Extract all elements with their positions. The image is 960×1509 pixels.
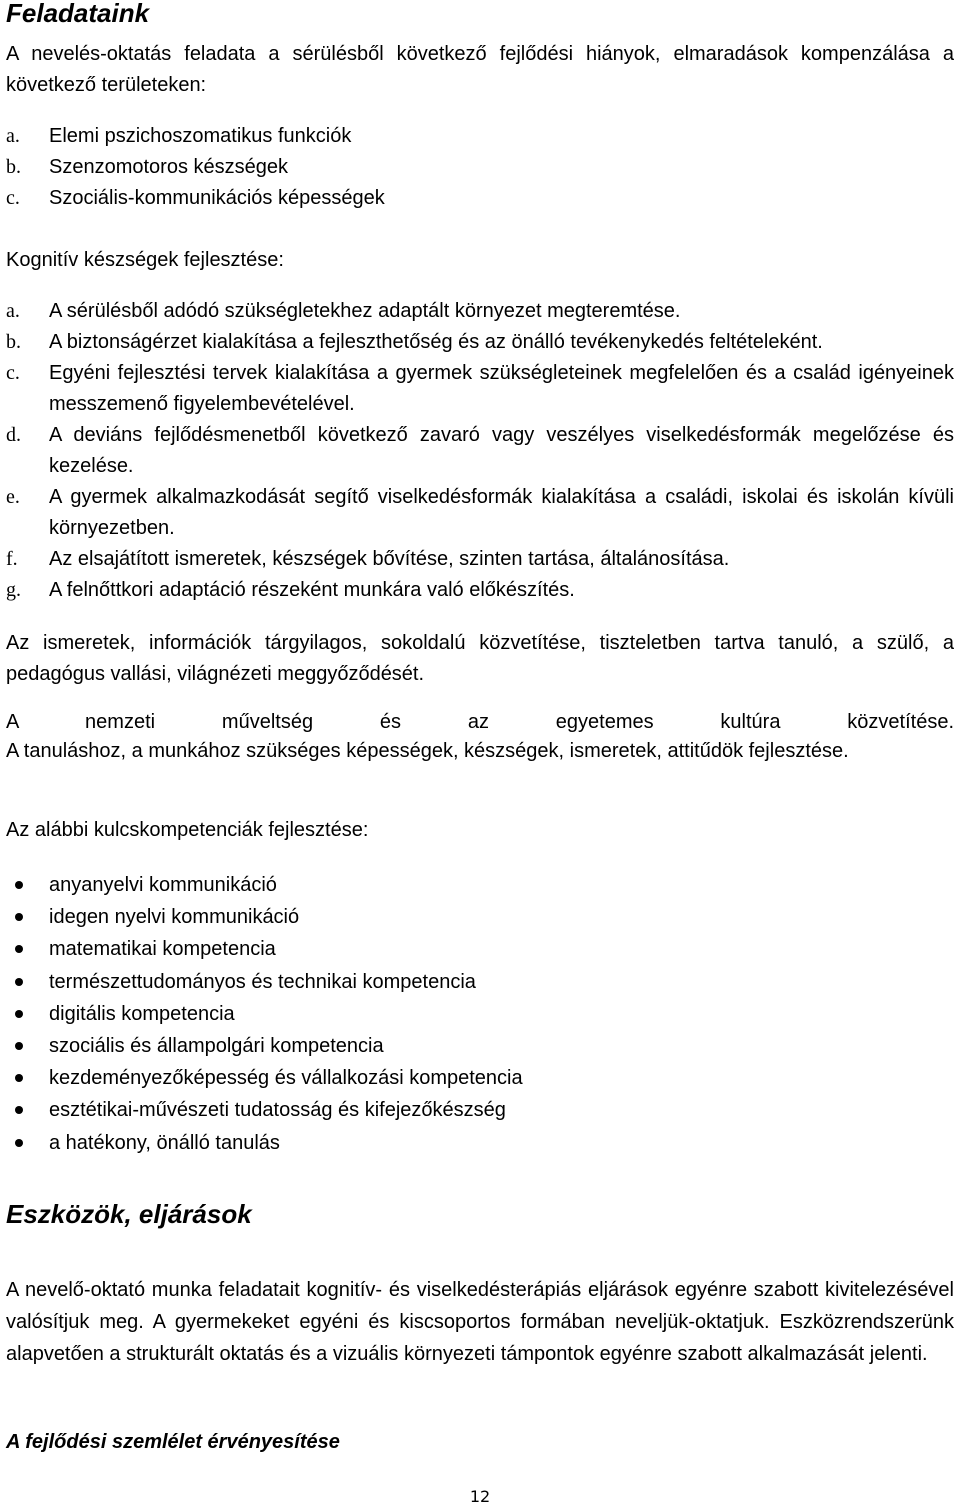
list-item [6,327,954,358]
list-marker: a. [6,300,20,322]
bullet-icon [15,1074,23,1082]
list-item [6,1094,954,1126]
bullet-icon [15,945,23,953]
areas-list [6,121,954,214]
section-heading-feladataink: Feladataink [6,0,150,28]
bullet-icon [15,1042,23,1050]
list-item [6,482,954,544]
methods-paragraph: A nevelő-oktató munka feladatait kognitív- és viselkedésterápiás eljárások egyénre szabott kivitelezésével valósítjuk meg. A gyermekeket egyéni és kiscsoportos formában neveljük-oktatjuk. Eszközrendszerünk alapvetően a strukturált oktatás és a vizuális környezeti támpontok egyénre szabott alkalmazását jelenti. [6,1279,954,1365]
list-item [6,121,954,152]
list-marker: b. [6,331,21,353]
list-item-text: kezdeményezőképesség és vállalkozási kompetencia [49,1067,523,1090]
list-marker: b. [6,156,21,178]
list-item-text: A gyermek alkalmazkodását segítő viselkedésformák kialakítása a családi, iskolai és iskolán kívüli környezetben. [49,486,954,539]
culture-paragraph [6,708,954,766]
list-item [6,575,954,606]
list-marker: f. [6,548,18,570]
list-item-text: szociális és állampolgári kompetencia [49,1035,384,1058]
list-item-text: A deviáns fejlődésmenetből következő zavaró vagy veszélyes viselkedésformák megelőzése és kezelése. [49,424,954,477]
cognitive-skills-list [6,296,954,606]
list-item [6,296,954,327]
bullet-icon [15,881,23,889]
list-item [6,966,954,998]
list-item-text: digitális kompetencia [49,1002,235,1025]
list-item [6,901,954,933]
bullet-icon [15,978,23,986]
list-item-text: esztétikai-művészeti tudatosság és kifejezőkészség [49,1099,506,1122]
bullet-icon [15,1106,23,1114]
list-item [6,420,954,482]
cognitive-skills-label: Kognitív készségek fejlesztése: [6,249,284,271]
intro-paragraph: A nevelés-oktatás feladata a sérülésből következő fejlődési hiányok, elmaradások kompenzálása a következő területeken: [6,43,954,96]
list-marker: e. [6,486,20,508]
list-item [6,183,954,214]
list-item-text: Elemi pszichoszomatikus funkciók [49,125,352,147]
competencies-label: Az alábbi kulcskompetenciák fejlesztése: [6,819,369,841]
list-item [6,1062,954,1094]
list-marker: g. [6,579,21,601]
list-item-text: anyanyelvi kommunikáció [49,874,277,896]
list-item [6,933,954,965]
list-item-text: Egyéni fejlesztési tervek kialakítása a gyermek szükségleteinek megfelelően és a család igényeinek messzemenő figyelembevételével. [49,362,954,415]
bullet-icon [15,1139,23,1147]
list-item-text: idegen nyelvi kommunikáció [49,906,300,929]
list-marker: d. [6,424,21,446]
list-item-text: matematikai kompetencia [49,938,276,961]
list-marker: a. [6,125,20,147]
list-marker: c. [6,187,20,209]
list-item-text: Szenzomotoros készségek [49,156,289,178]
skills-line: A tanuláshoz, a munkához szükséges képességek, készségek, ismeretek, attitűdök fejlesztése. [6,740,849,762]
list-item [6,1127,954,1159]
list-item-text: A sérülésből adódó szükségletekhez adaptált környezet megteremtése. [49,300,681,322]
list-marker: c. [6,362,20,384]
bullet-icon [15,1010,23,1018]
bullet-icon [15,913,23,921]
list-item-text: természettudományos és technikai kompetencia [49,970,476,993]
culture-line: A nemzeti műveltség és az egyetemes kultúra közvetítése. [6,711,954,733]
list-item [6,358,954,420]
list-item [6,544,954,575]
list-item [6,1030,954,1062]
list-item-text: Szociális-kommunikációs képességek [49,187,385,209]
list-item-text: Az elsajátított ismeretek, készségek bővítése, szinten tartása, általánosítása. [49,548,730,570]
page-number: 12 [469,1487,491,1506]
list-item-text: a hatékony, önálló tanulás [49,1131,280,1154]
list-item [6,998,954,1030]
list-item [6,869,954,901]
list-item [6,152,954,183]
list-item-text: A biztonságérzet kialakítása a fejleszthetőség és az önálló tevékenykedés feltételeként. [49,331,823,353]
competencies-list [6,869,954,1159]
list-item-text: A felnőttkori adaptáció részeként munkára való előkészítés. [49,579,575,601]
section-heading-eszkozok: Eszközök, eljárások [6,1199,252,1229]
subheading-fejlodesi-szemlelet: A fejlődési szemlélet érvényesítése [6,1431,340,1453]
knowledge-paragraph: Az ismeretek, információk tárgyilagos, sokoldalú közvetítése, tiszteletben tartva tanuló, a szülő, a pedagógus vallási, világnézeti meggyőződését. [6,632,954,685]
